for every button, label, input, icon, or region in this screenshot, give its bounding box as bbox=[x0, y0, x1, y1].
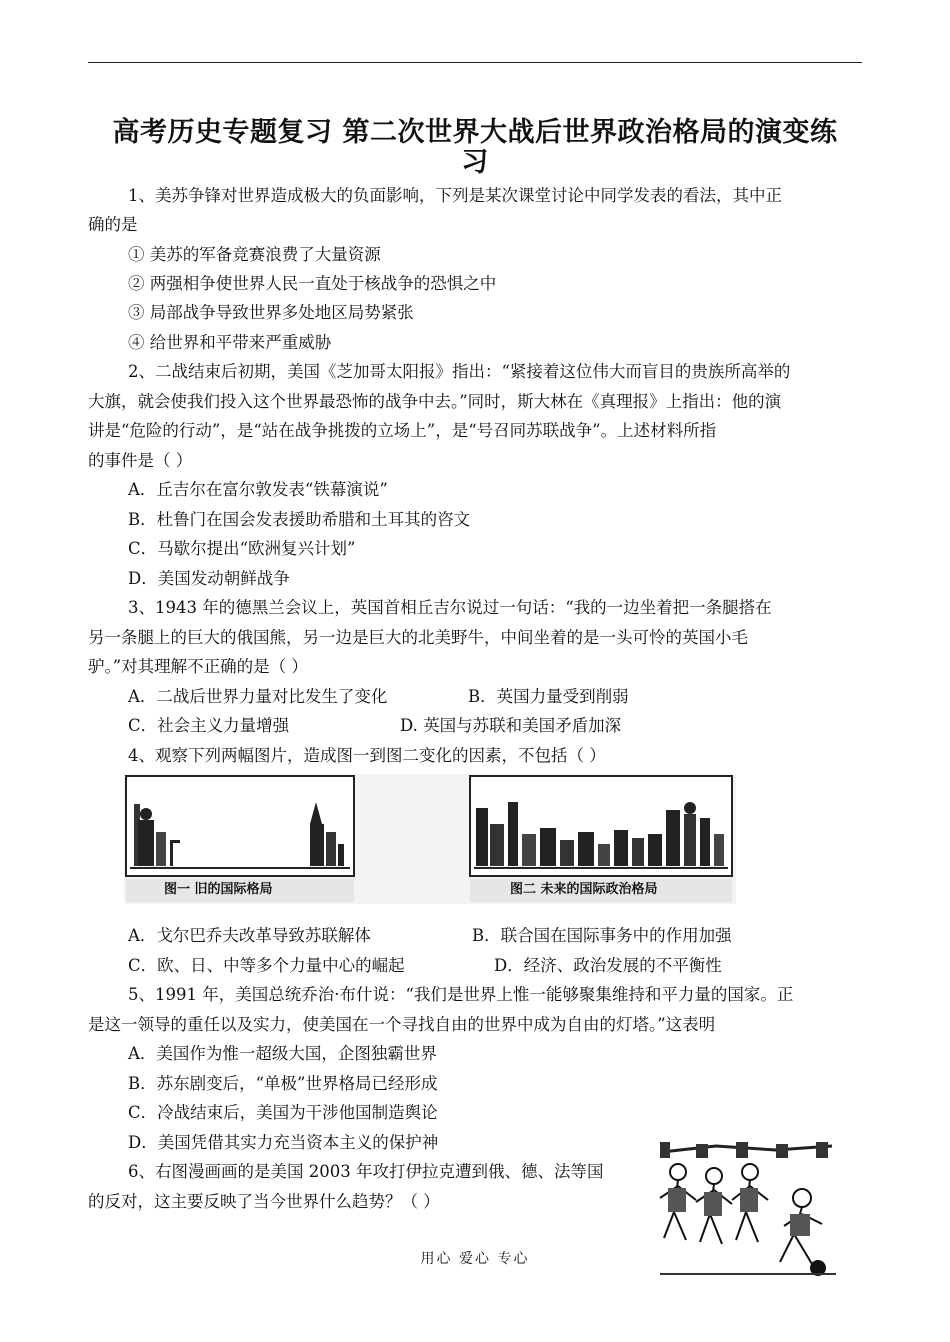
header-rule bbox=[88, 62, 862, 63]
q4-figure2-caption: 图二 未来的国际政治格局 bbox=[510, 882, 658, 897]
title-line-2: 习 bbox=[461, 147, 489, 178]
q5-option-a: A．美国作为惟一超级大国，企图独霸世界 bbox=[128, 1044, 437, 1063]
q3-stem-line-2: 另一条腿上的巨大的俄国熊，另一边是巨大的北美野牛，中间坐着的是一头可怜的英国小毛 bbox=[88, 628, 748, 647]
q3-stem-line-3: 驴。”对其理解不正确的是（ ） bbox=[88, 657, 308, 676]
q2-stem-line-3: 讲是“危险的行动”，是“站在战争挑拨的立场上”，是“号召同苏联战争”。上述材料所指 bbox=[88, 421, 717, 440]
q2-option-d: D．美国发动朝鲜战争 bbox=[128, 569, 290, 588]
q2-option-b: B．杜鲁门在国会发表援助希腊和土耳其的咨文 bbox=[128, 510, 471, 529]
q2-option-c: C．马歇尔提出“欧洲复兴计划” bbox=[128, 539, 356, 558]
q2-option-a: A．丘吉尔在富尔敦发表“铁幕演说” bbox=[128, 480, 388, 499]
q1-item-4: ④ 给世界和平带来严重威胁 bbox=[128, 333, 332, 352]
q3-option-d: D. 英国与苏联和美国矛盾加深 bbox=[400, 716, 622, 735]
q4-stem: 4、观察下列两幅图片，造成图一到图二变化的因素，不包括（ ） bbox=[128, 746, 606, 765]
q4-option-d: D．经济、政治发展的不平衡性 bbox=[494, 956, 722, 975]
q6-stem-line-1: 6、右图漫画画的是美国 2003 年攻打伊拉克遭到俄、德、法等国 bbox=[128, 1162, 604, 1181]
q3-stem-line-1: 3、1943 年的德黑兰会议上，英国首相丘吉尔说过一句话：“我的一边坐着把一条腿搭在 bbox=[128, 598, 772, 617]
q4-cartoon-figure bbox=[124, 774, 736, 904]
page-title bbox=[88, 118, 862, 178]
title-line-1: 高考历史专题复习 第二次世界大战后世界政治格局的演变练 bbox=[112, 117, 838, 148]
q5-option-b: B．苏东剧变后，“单极”世界格局已经形成 bbox=[128, 1074, 438, 1093]
q1-item-1: ① 美苏的军备竞赛浪费了大量资源 bbox=[128, 245, 381, 264]
q5-option-c: C．冷战结束后，美国为干涉他国制造舆论 bbox=[128, 1103, 438, 1122]
q4-figure1-caption: 图一 旧的国际格局 bbox=[164, 882, 273, 897]
page-footer: 用心 爱心 专心 bbox=[420, 1251, 530, 1267]
q1-stem-line-1: 1、美苏争锋对世界造成极大的负面影响，下列是某次课堂讨论中同学发表的看法，其中正 bbox=[128, 186, 782, 205]
q1-item-2: ② 两强相争使世界人民一直处于核战争的恐惧之中 bbox=[128, 274, 497, 293]
q4-option-b: B．联合国在国际事务中的作用加强 bbox=[472, 926, 732, 945]
q6-stem-line-2: 的反对，这主要反映了当今世界什么趋势？（ ） bbox=[88, 1192, 440, 1211]
q3-option-a: A．二战后世界力量对比发生了变化 bbox=[128, 687, 388, 706]
q1-stem-line-2: 确的是 bbox=[88, 215, 138, 234]
q4-option-a: A．戈尔巴乔夫改革导致苏联解体 bbox=[128, 926, 371, 945]
q3-option-b: B．英国力量受到削弱 bbox=[468, 687, 629, 706]
q5-option-d: D．美国凭借其实力充当资本主义的保护神 bbox=[128, 1133, 439, 1152]
q3-option-c: C．社会主义力量增强 bbox=[128, 716, 290, 735]
q2-stem-line-4: 的事件是（ ） bbox=[88, 451, 193, 470]
q2-stem-line-2: 大旗，就会使我们投入这个世界最恐怖的战争中去。”同时，斯大林在《真理报》上指出：他的演 bbox=[88, 392, 782, 411]
q4-option-c: C．欧、日、中等多个力量中心的崛起 bbox=[128, 956, 405, 975]
q5-stem-line-1: 5、1991 年，美国总统乔治·布什说：“我们是世界上惟一能够聚集维持和平力量的国家。正 bbox=[128, 985, 794, 1004]
q5-stem-line-2: 是这一领导的重任以及实力，使美国在一个寻找自由的世界中成为自由的灯塔。”这表明 bbox=[88, 1015, 716, 1034]
q1-item-3: ③ 局部战争导致世界多处地区局势紧张 bbox=[128, 303, 414, 322]
q2-stem-line-1: 2、二战结束后初期，美国《芝加哥太阳报》指出：“紧接着这位伟大而盲目的贵族所高举的 bbox=[128, 362, 791, 381]
